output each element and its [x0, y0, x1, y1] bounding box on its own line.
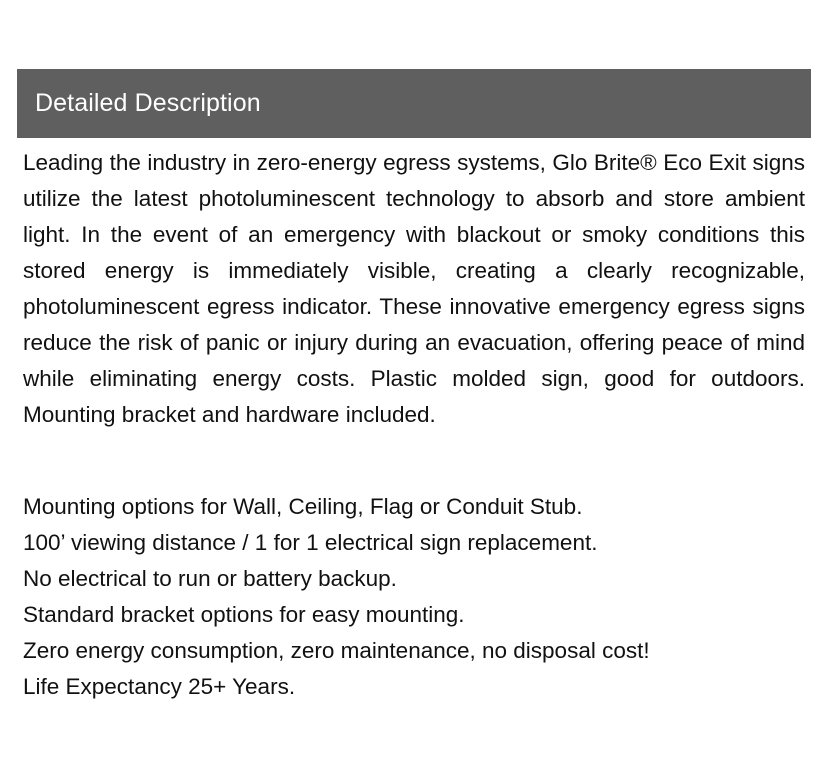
feature-list: [23, 489, 805, 705]
feature-item-viewing-distance: 100’ viewing distance / 1 for 1 electrical sign replacement.: [23, 530, 598, 555]
feature-item-no-electrical: No electrical to run or battery backup.: [23, 566, 397, 591]
section-header: [17, 69, 811, 138]
description-paragraph: Leading the industry in zero-energy egress systems, Glo Brite® Eco Exit signs utilize the latest photoluminescent technology to absorb and store ambient light. In the event of an emergency with blackout or smoky conditions this stored energy is immediately visible, creating a clearly recognizable, photoluminescent egress indicator. These innovative emergency egress signs reduce the risk of panic or injury during an evacuation, offering peace of mind while eliminating energy costs. Plastic molded sign, good for outdoors. Mounting bracket and hardware included.: [23, 150, 805, 427]
section-title: Detailed Description: [35, 89, 261, 117]
feature-item-life-expectancy: Life Expectancy 25+ Years.: [23, 674, 296, 699]
feature-item-zero-energy: Zero energy consumption, zero maintenance, no disposal cost!: [23, 638, 650, 663]
feature-item-mounting-options: Mounting options for Wall, Ceiling, Flag or Conduit Stub.: [23, 494, 583, 519]
feature-item-bracket-options: Standard bracket options for easy mounting.: [23, 602, 465, 627]
